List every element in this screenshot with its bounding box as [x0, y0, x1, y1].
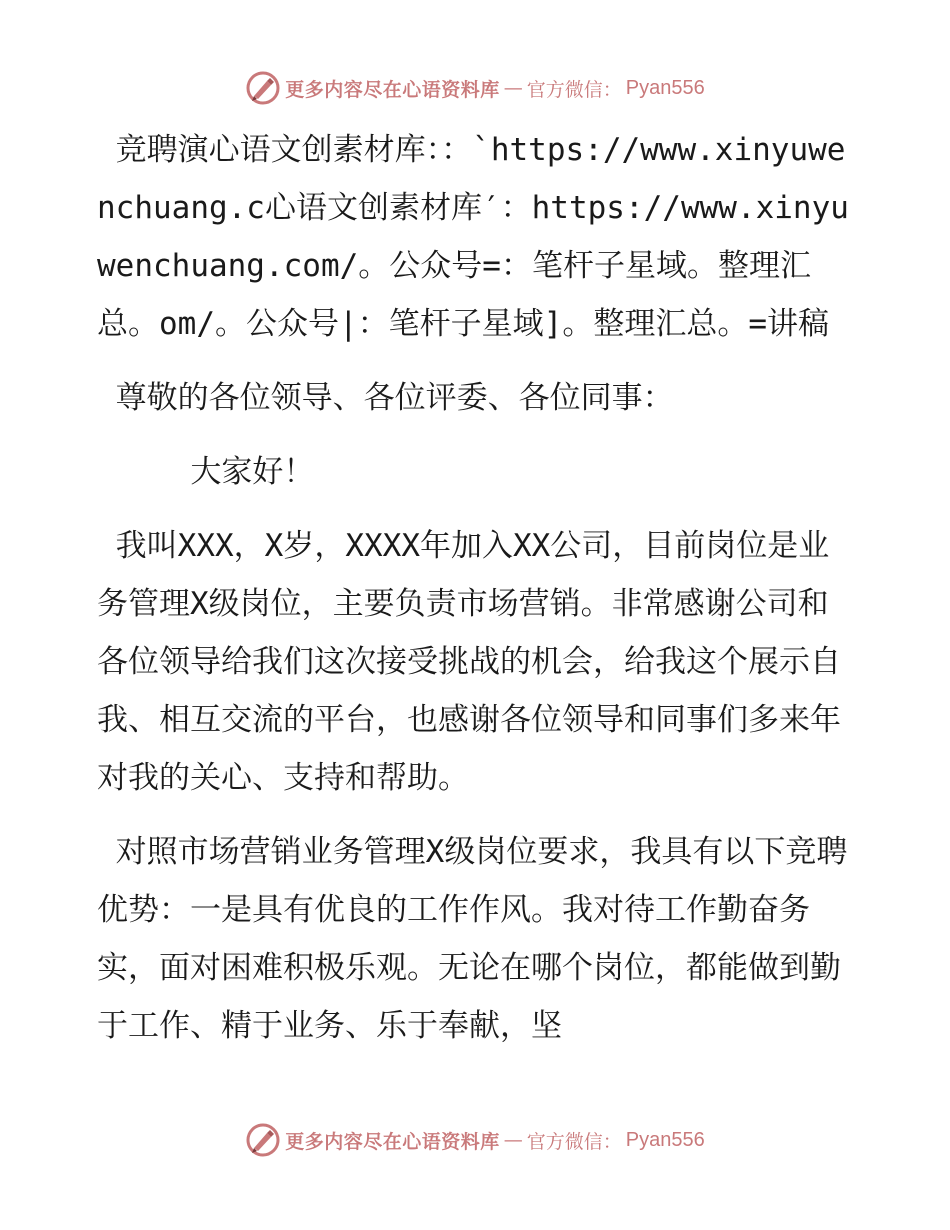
banner-separator: —	[503, 1129, 523, 1151]
paragraph-title: 竞聘演心语文创素材库：：`https://www.xinyuwenchuang.c心语文创素材库′：https://www.xinyuwenchuang.com/。公众号=：笔杆子星域。整理汇总。om/。公众号|：笔杆子星域]。整理汇总。=讲稿	[97, 132, 849, 342]
pen-logo-icon	[245, 1122, 281, 1158]
paragraph-advantages: 对照市场营销业务管理X级岗位要求，我具有以下竞聘优势：一是具有优良的工作作风。我对待工作勤奋务实，面对困难积极乐观。无论在哪个岗位，都能做到勤于工作、精于业务、乐于奉献，坚	[97, 834, 848, 1044]
footer-banner	[0, 1118, 950, 1162]
banner-text: 更多内容尽在心语资料库	[285, 1130, 500, 1153]
paragraph-greeting: 大家好！	[97, 454, 315, 490]
paragraph-introduction: 我叫XXX，X岁，XXXX年加入XX公司，目前岗位是业务管理X级岗位，主要负责市场营销。非常感谢公司和各位领导给我们这次接受挑战的机会，给我这个展示自我、相互交流的平台，也感谢各位领导和同事们多来年对我的关心、支持和帮助。	[97, 528, 841, 796]
document-body	[97, 121, 857, 1055]
header-banner	[0, 66, 950, 110]
banner-contact-label: 官方微信：	[526, 78, 622, 101]
pen-logo-icon	[245, 70, 281, 106]
banner-text: 更多内容尽在心语资料库	[285, 78, 500, 101]
banner-separator: —	[503, 77, 523, 99]
banner-contact-label: 官方微信：	[526, 1130, 622, 1153]
banner-wechat-id: Pyan556	[625, 1128, 705, 1151]
paragraph-salutation: 尊敬的各位领导、各位评委、各位同事：	[97, 380, 674, 416]
banner-wechat-id: Pyan556	[625, 76, 705, 99]
